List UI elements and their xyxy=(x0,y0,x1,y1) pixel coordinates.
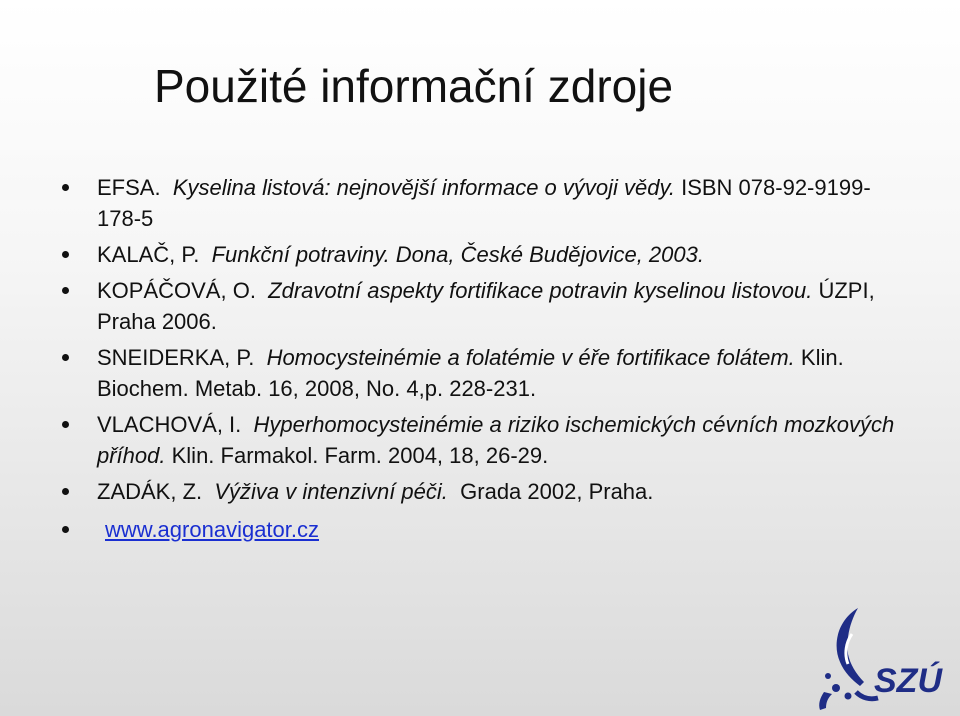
reference-title: Homocysteinémie a folatémie v éře fortifikace folátem. xyxy=(266,345,795,370)
reference-item-vlachova xyxy=(62,409,912,471)
bullet-icon xyxy=(62,488,69,495)
reference-author: EFSA. xyxy=(97,175,161,200)
bullet-icon xyxy=(62,421,69,428)
reference-details: ÚZPI, Praha 2006. xyxy=(97,278,875,334)
reference-item-zadak xyxy=(62,476,912,507)
reference-details: Grada 2002, Praha. xyxy=(460,479,654,504)
reference-author: SNEIDERKA, P. xyxy=(97,345,255,370)
reference-item-kalac xyxy=(62,239,912,270)
reference-author: ZADÁK, Z. xyxy=(97,479,203,504)
reference-list xyxy=(62,172,912,545)
bullet-icon xyxy=(62,354,69,361)
bullet-icon xyxy=(62,184,69,191)
slide-title: Použité informační zdroje xyxy=(154,60,674,112)
reference-title: Funkční potraviny. Dona, České Budějovice, 2003. xyxy=(211,242,704,267)
szu-logo xyxy=(790,600,960,712)
agronavigator-link[interactable]: www.agronavigator.cz xyxy=(105,517,319,542)
reference-item-efsa xyxy=(62,172,912,234)
reference-title: Kyselina listová: nejnovější informace o vývoji vědy. xyxy=(172,175,675,200)
reference-author: KOPÁČOVÁ, O. xyxy=(97,278,256,303)
reference-item-link xyxy=(62,514,912,545)
reference-title: Zdravotní aspekty fortifikace potravin kyselinou listovou. xyxy=(268,278,813,303)
reference-author: VLACHOVÁ, I. xyxy=(97,412,242,437)
reference-item-kopacova xyxy=(62,275,912,337)
szu-logo-text: SZÚ xyxy=(874,662,942,700)
reference-details: ISBN 078-92-9199-178-5 xyxy=(97,175,871,231)
szu-logo-icon xyxy=(790,600,960,712)
bullet-icon xyxy=(62,526,69,533)
reference-author: KALAČ, P. xyxy=(97,242,200,267)
reference-item-sneiderka xyxy=(62,342,912,404)
reference-details: Klin. Biochem. Metab. 16, 2008, No. 4,p. 228-231. xyxy=(97,345,844,401)
bullet-icon xyxy=(62,287,69,294)
reference-details: Klin. Farmakol. Farm. 2004, 18, 26-29. xyxy=(171,443,549,468)
reference-title: Výživa v intenzivní péči. xyxy=(214,479,448,504)
bullet-icon xyxy=(62,251,69,258)
reference-title: Hyperhomocysteinémie a riziko ischemických cévních mozkových příhod. xyxy=(97,412,895,468)
